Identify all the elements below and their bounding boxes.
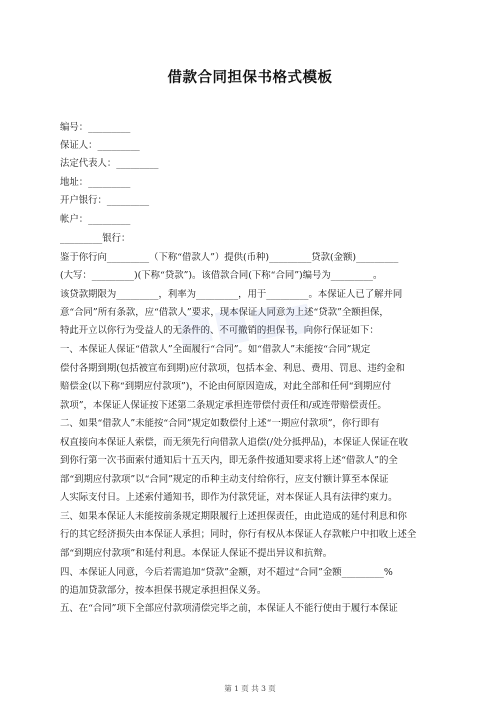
field-addressee-bank: _________银行： <box>60 233 131 244</box>
field-bank: 开户银行：_________ <box>60 195 150 206</box>
body-line: 款项”，本保证人保证按下述第二条规定承担连带偿付责任和/或连带赔偿责任。 <box>60 400 387 411</box>
body-line: 行的其它经济损失由本保证人承担；同时，你行有权从本保证人存款帐户中扣收上述全 <box>60 529 417 540</box>
document-title: 借款合同担保书格式模板 <box>167 70 333 86</box>
body-line: 偿付各期到期(包括被宣布到期)应付款项，包括本金、利息、费用、罚息、违约金和 <box>60 363 405 374</box>
field-address: 地址：_________ <box>60 177 131 188</box>
body-line: 权直接向本保证人索偿，而无须先行向借款人追偿(/处分抵押品)，本保证人保证在收 <box>60 437 408 448</box>
body-line: 特此开立以你行为受益人的无条件的、不可撤销的担保书，向你行保证如下： <box>60 325 379 336</box>
body-line: 四、本保证人同意，今后若需追加“贷款”金额，对不超过“合同”金额_________% <box>60 567 393 578</box>
body-line: 部“到期应付款项”以“合同”规定的币种主动支付给你行，应支付额计算至本保证 <box>60 474 389 485</box>
body-line: 意“合同”所有条款，应“借款人”要求，现本保证人同意为上述“贷款”全额担保， <box>60 307 389 318</box>
body-line: 二、如果“借款人”未能按“合同”规定如数偿付上述“一期应付款项”，你行即有 <box>60 418 380 429</box>
body-line: 五、在“合同”项下全部应付款项清偿完毕之前，本保证人不能行使由于履行本保证 <box>60 603 398 614</box>
body-line: 到你行第一次书面索付通知后十五天内，即无条件按通知要求将上述“借款人”的全 <box>60 455 398 466</box>
body-line: 鉴于你行向_________（下称“借款人”）提供(币种)_________贷款(金额)_________ <box>60 252 399 263</box>
field-guarantor: 保证人：_________ <box>60 140 140 151</box>
body-line: 人实际支付日。上述索付通知书，即作为付款凭证，对本保证人具有法律约束力。 <box>60 492 398 503</box>
body-line: 三、如果本保证人未能按前条规定期限履行上述担保责任，由此造成的延付利息和你 <box>60 511 407 522</box>
body-line: 该贷款期限为_________，利率为_________，用于_________。本保证人已了解并同 <box>60 289 403 300</box>
field-number: 编号：_________ <box>60 122 131 133</box>
body-line: 一、本保证人保证“借款人”全面履行“合同”。如“借款人”未能按“合同”规定 <box>60 344 371 355</box>
field-account: 帐户：_________ <box>60 214 131 225</box>
field-legal-representative: 法定代表人：_________ <box>60 158 159 169</box>
body-line: 的追加贷款部分，按本担保书规定承担担保义务。 <box>60 585 267 596</box>
page-footer: 第 1 页 共 3 页 <box>224 684 276 693</box>
body-line: 部“到期应付款项”和延付利息。本保证人保证不提出异议和抗辩。 <box>60 548 333 559</box>
body-line: (大写：_________)(下称“贷款”)。该借款合同(下称“合同”)编号为_________。 <box>60 270 383 281</box>
body-line: 赔偿金(以下称“到期应付款项”)，不论由何原因造成，对此全部和任何“到期应付 <box>60 381 392 392</box>
